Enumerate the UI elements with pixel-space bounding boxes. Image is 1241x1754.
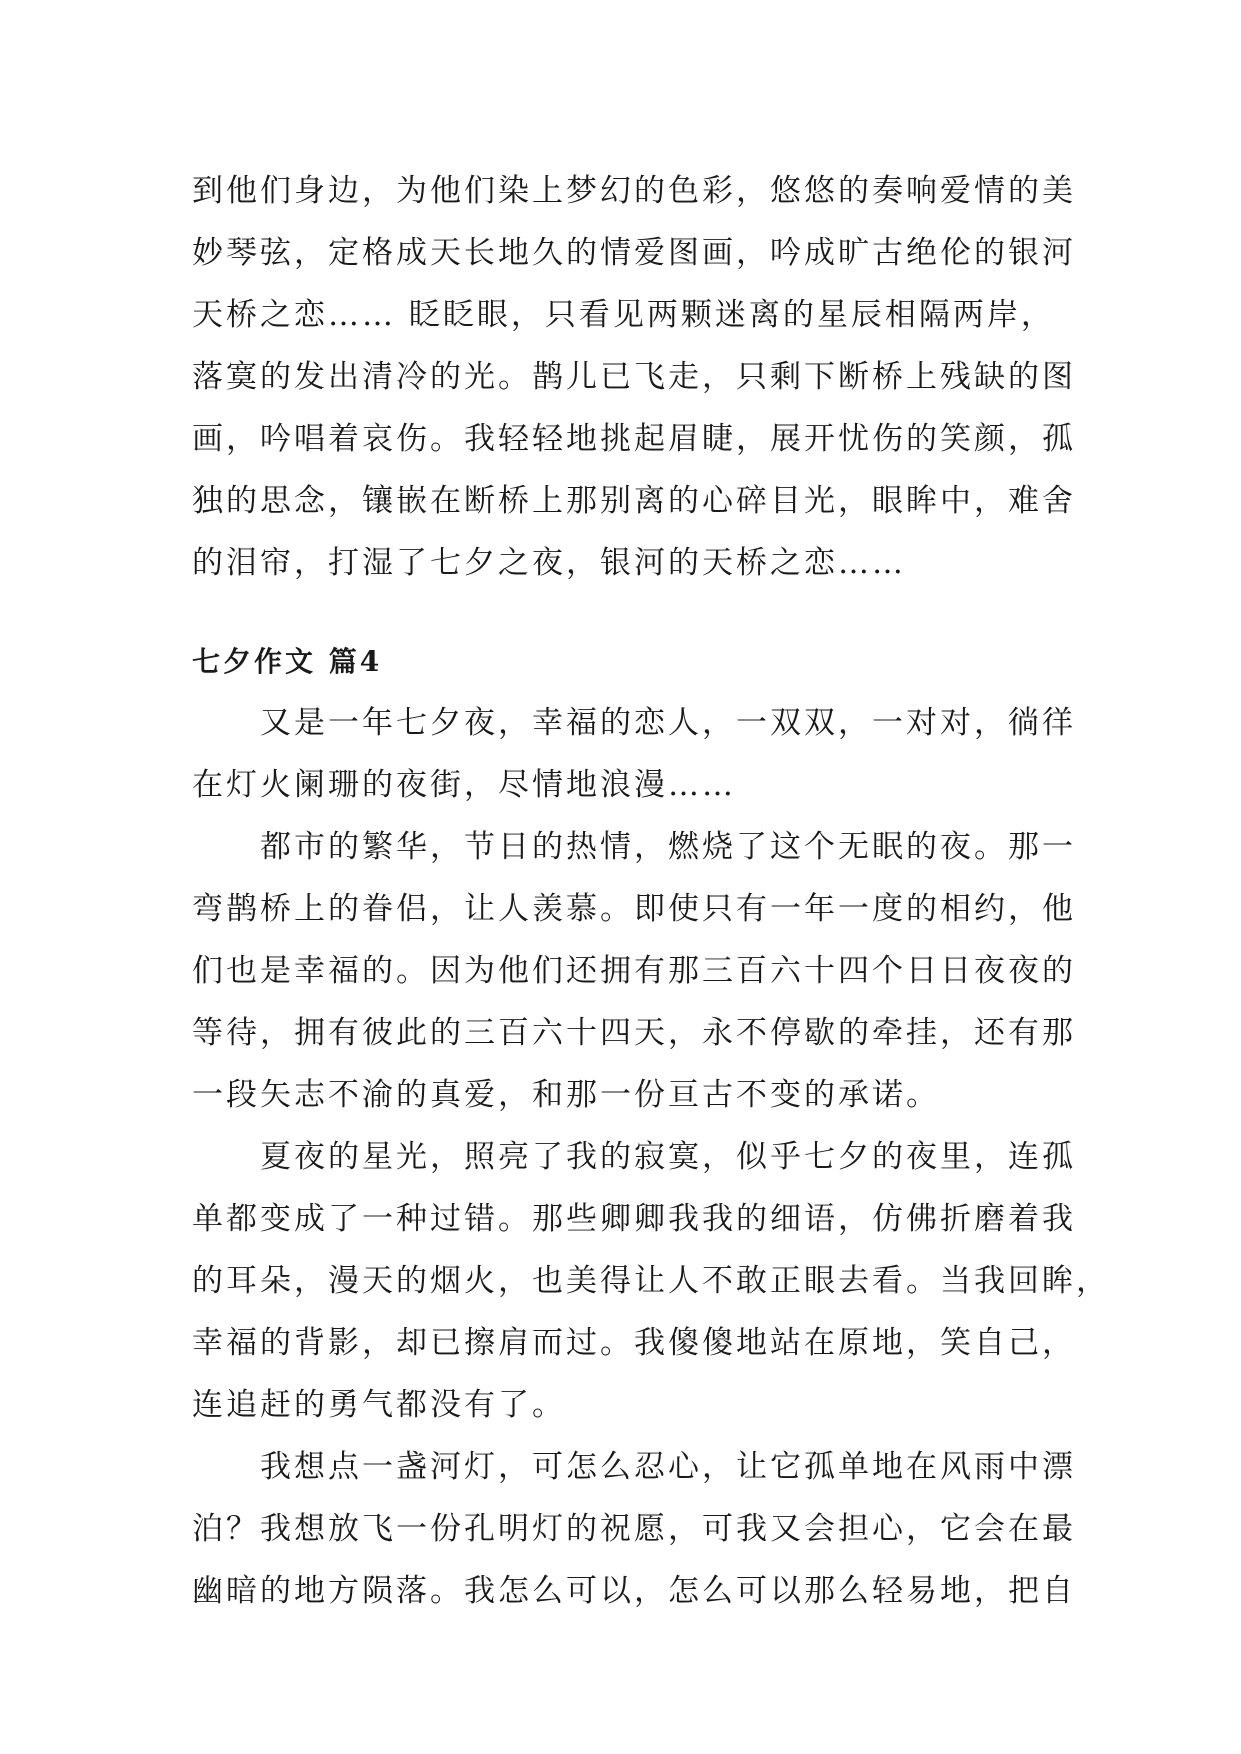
text-line: 等待，拥有彼此的三百六十四天，永不停歇的牵挂，还有那 — [192, 1015, 1076, 1051]
text-line: 们也是幸福的。因为他们还拥有那三百六十四个日日夜夜的 — [192, 953, 1076, 989]
text-line: 连追赶的勇气都没有了。 — [192, 1387, 566, 1423]
text-line: 泊？我想放飞一份孔明灯的祝愿，可我又会担心，它会在最 — [192, 1511, 1076, 1547]
text-line: 又是一年七夕夜，幸福的恋人，一双双，一对对，徜徉 — [260, 705, 1076, 741]
section-spacer — [192, 594, 1062, 632]
previous-section-continuation — [192, 160, 1076, 594]
text-line: 弯鹊桥上的眷侣，让人羡慕。即使只有一年一度的相约，他 — [192, 891, 1076, 927]
document-page — [192, 160, 1110, 1622]
text-line: 在灯火阑珊的夜街，尽情地浪漫…… — [192, 767, 736, 803]
text-line: 都市的繁华，节日的热情，燃烧了这个无眠的夜。那一 — [260, 829, 1076, 865]
text-line: 落寞的发出清冷的光。鹊儿已飞走，只剩下断桥上残缺的图 — [192, 359, 1076, 395]
text-line: 幸福的背影，却已擦肩而过。我傻傻地站在原地，笑自己， — [192, 1325, 1076, 1361]
text-line: 妙琴弦，定格成天长地久的情爱图画，吟成旷古绝伦的银河 — [192, 235, 1076, 271]
paragraph — [192, 692, 1076, 816]
text-line: 单都变成了一种过错。那些卿卿我我的细语，仿佛折磨着我 — [192, 1201, 1076, 1237]
text-line: 幽暗的地方陨落。我怎么可以，怎么可以那么轻易地，把自 — [192, 1573, 1076, 1609]
text-line: 一段矢志不渝的真爱，和那一份亘古不变的承诺。 — [192, 1077, 940, 1113]
text-line: 画，吟唱着哀伤。我轻轻地挑起眉睫，展开忧伤的笑颜，孤 — [192, 421, 1076, 457]
paragraph — [192, 1436, 1076, 1622]
text-line: 到他们身边，为他们染上梦幻的色彩，悠悠的奏响爱情的美 — [192, 173, 1076, 209]
paragraph — [192, 816, 1076, 1126]
text-line: 天桥之恋…… 眨眨眼，只看见两颗迷离的星辰相隔两岸， — [192, 297, 1055, 333]
paragraph — [192, 1126, 1110, 1436]
text-line: 夏夜的星光，照亮了我的寂寞，似乎七夕的夜里，连孤 — [260, 1139, 1076, 1175]
text-line: 的泪帘，打湿了七夕之夜，银河的天桥之恋…… — [192, 545, 906, 581]
text-line: 的耳朵，漫天的烟火，也美得让人不敢正眼去看。当我回眸， — [192, 1263, 1110, 1299]
text-line: 独的思念，镶嵌在断桥上那别离的心碎目光，眼眸中，难舍 — [192, 483, 1076, 519]
section-heading: 七夕作文 篇4 — [192, 645, 383, 678]
text-line: 我想点一盏河灯，可怎么忍心，让它孤单地在风雨中漂 — [260, 1449, 1076, 1485]
